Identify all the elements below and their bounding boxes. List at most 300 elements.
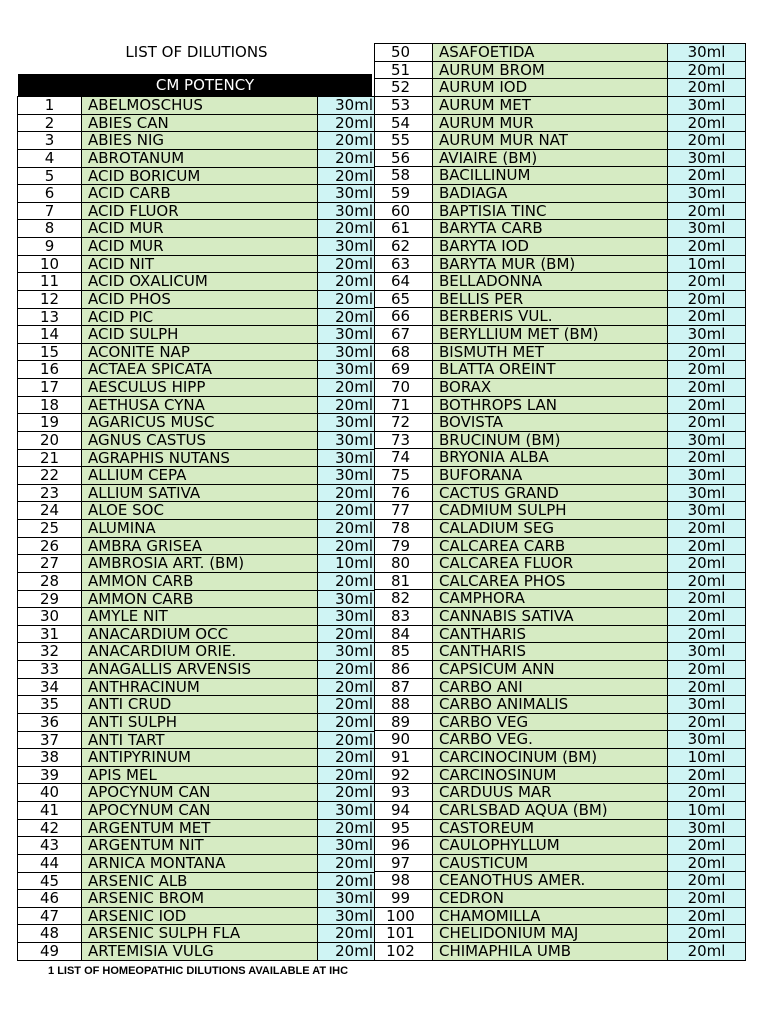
table-row xyxy=(18,538,375,556)
row-number: 43 xyxy=(18,837,82,854)
dilution-volume: 30ml xyxy=(668,502,746,519)
dilution-name: BERYLLIUM MET (BM) xyxy=(433,326,668,343)
row-number: 24 xyxy=(18,502,82,519)
dilution-name: ACID FLUOR xyxy=(82,203,318,220)
row-number: 73 xyxy=(375,432,433,449)
dilution-name: AGARICUS MUSC xyxy=(82,414,318,431)
dilution-volume: 30ml xyxy=(668,432,746,449)
dilution-name: CARDUUS MAR xyxy=(433,784,668,801)
table-row xyxy=(375,626,746,644)
table-row xyxy=(375,115,746,133)
dilution-volume: 10ml xyxy=(318,555,375,572)
table-row xyxy=(18,714,375,732)
dilution-name: CASTOREUM xyxy=(433,820,668,837)
dilution-volume: 20ml xyxy=(318,397,375,414)
row-number: 13 xyxy=(18,309,82,326)
dilution-name: CARBO VEG. xyxy=(433,731,668,748)
dilution-volume: 30ml xyxy=(318,591,375,608)
dilution-name: ANAGALLIS ARVENSIS xyxy=(82,661,318,678)
row-number: 85 xyxy=(375,643,433,660)
row-number: 101 xyxy=(375,925,433,942)
dilution-name: AURUM MET xyxy=(433,97,668,114)
row-number: 41 xyxy=(18,802,82,819)
dilution-volume: 20ml xyxy=(668,397,746,414)
dilution-name: CEANOTHUS AMER. xyxy=(433,872,668,889)
dilution-volume: 30ml xyxy=(318,467,375,484)
table-row xyxy=(18,185,375,203)
dilution-volume: 30ml xyxy=(668,220,746,237)
table-row xyxy=(375,414,746,432)
dilution-name: BOTHROPS LAN xyxy=(433,397,668,414)
table-row xyxy=(375,696,746,714)
table-row xyxy=(18,520,375,538)
row-number: 48 xyxy=(18,925,82,942)
table-row xyxy=(375,326,746,344)
row-number: 76 xyxy=(375,485,433,502)
row-number: 99 xyxy=(375,890,433,907)
table-row xyxy=(375,97,746,115)
row-number: 50 xyxy=(375,44,433,61)
table-row xyxy=(375,837,746,855)
dilution-volume: 20ml xyxy=(318,732,375,749)
row-number: 83 xyxy=(375,608,433,625)
dilution-volume: 20ml xyxy=(318,291,375,308)
table-row xyxy=(375,784,746,802)
row-number: 49 xyxy=(18,943,82,960)
dilution-name: ANTHRACINUM xyxy=(82,679,318,696)
dilution-name: BACILLINUM xyxy=(433,167,668,184)
row-number: 93 xyxy=(375,784,433,801)
dilution-name: AURUM BROM xyxy=(433,62,668,79)
dilution-name: CARCINOCINUM (BM) xyxy=(433,749,668,766)
row-number: 100 xyxy=(375,908,433,925)
dilution-volume: 30ml xyxy=(318,890,375,907)
row-number: 90 xyxy=(375,731,433,748)
table-row xyxy=(18,168,375,186)
row-number: 44 xyxy=(18,855,82,872)
dilution-name: CAMPHORA xyxy=(433,590,668,607)
dilution-volume: 20ml xyxy=(668,872,746,889)
dilution-name: ACONITE NAP xyxy=(82,344,318,361)
dilution-volume: 20ml xyxy=(668,767,746,784)
table-row xyxy=(375,185,746,203)
row-number: 65 xyxy=(375,291,433,308)
row-number: 46 xyxy=(18,890,82,907)
row-number: 84 xyxy=(375,626,433,643)
table-row xyxy=(375,731,746,749)
dilution-name: ACID BORICUM xyxy=(82,168,318,185)
dilution-name: CALCAREA FLUOR xyxy=(433,555,668,572)
table-row xyxy=(375,485,746,503)
dilution-name: BAPTISIA TINC xyxy=(433,203,668,220)
table-row xyxy=(375,132,746,150)
row-number: 98 xyxy=(375,872,433,889)
dilution-volume: 30ml xyxy=(318,326,375,343)
dilution-name: BRYONIA ALBA xyxy=(433,449,668,466)
dilution-volume: 10ml xyxy=(668,749,746,766)
table-row xyxy=(375,344,746,362)
dilution-volume: 20ml xyxy=(668,538,746,555)
row-number: 31 xyxy=(18,626,82,643)
dilution-name: ALOE SOC xyxy=(82,502,318,519)
table-row xyxy=(18,696,375,714)
dilution-volume: 20ml xyxy=(668,203,746,220)
table-row xyxy=(375,749,746,767)
dilution-volume: 20ml xyxy=(318,168,375,185)
row-number: 26 xyxy=(18,538,82,555)
row-number: 29 xyxy=(18,591,82,608)
dilution-name: ACID MUR xyxy=(82,238,318,255)
table-row xyxy=(18,555,375,573)
dilution-name: CANTHARIS xyxy=(433,626,668,643)
dilution-volume: 20ml xyxy=(668,115,746,132)
table-row xyxy=(18,115,375,133)
dilution-volume: 20ml xyxy=(318,661,375,678)
table-row xyxy=(375,520,746,538)
row-number: 33 xyxy=(18,661,82,678)
table-row xyxy=(18,450,375,468)
dilution-name: BERBERIS VUL. xyxy=(433,308,668,325)
dilution-name: ABROTANUM xyxy=(82,150,318,167)
table-row xyxy=(18,855,375,873)
row-number: 81 xyxy=(375,573,433,590)
table-row xyxy=(375,150,746,168)
dilution-name: ALLIUM SATIVA xyxy=(82,485,318,502)
dilution-volume: 20ml xyxy=(668,62,746,79)
dilution-name: BLATTA OREINT xyxy=(433,361,668,378)
row-number: 4 xyxy=(18,150,82,167)
row-number: 3 xyxy=(18,132,82,149)
row-number: 38 xyxy=(18,749,82,766)
table-row xyxy=(375,925,746,943)
row-number: 53 xyxy=(375,97,433,114)
dilution-volume: 20ml xyxy=(668,449,746,466)
dilution-volume: 30ml xyxy=(668,97,746,114)
dilution-volume: 20ml xyxy=(668,167,746,184)
dilutions-table-left xyxy=(17,96,375,961)
dilution-name: BRUCINUM (BM) xyxy=(433,432,668,449)
dilution-name: ACID CARB xyxy=(82,185,318,202)
dilution-volume: 30ml xyxy=(668,820,746,837)
dilution-name: ACID PIC xyxy=(82,309,318,326)
dilution-volume: 20ml xyxy=(318,714,375,731)
dilution-volume: 20ml xyxy=(668,925,746,942)
row-number: 30 xyxy=(18,608,82,625)
dilution-name: ARSENIC IOD xyxy=(82,908,318,925)
row-number: 59 xyxy=(375,185,433,202)
dilution-volume: 20ml xyxy=(318,485,375,502)
dilution-name: ACID SULPH xyxy=(82,326,318,343)
dilution-name: APOCYNUM CAN xyxy=(82,784,318,801)
dilution-volume: 30ml xyxy=(668,696,746,713)
row-number: 89 xyxy=(375,714,433,731)
row-number: 37 xyxy=(18,732,82,749)
dilution-volume: 20ml xyxy=(668,661,746,678)
dilution-name: ARGENTUM NIT xyxy=(82,837,318,854)
dilution-name: CALCAREA CARB xyxy=(433,538,668,555)
dilution-volume: 20ml xyxy=(668,626,746,643)
dilution-volume: 20ml xyxy=(318,679,375,696)
row-number: 69 xyxy=(375,361,433,378)
dilution-name: CHAMOMILLA xyxy=(433,908,668,925)
dilution-name: CEDRON xyxy=(433,890,668,907)
table-row xyxy=(375,767,746,785)
dilution-name: BARYTA CARB xyxy=(433,220,668,237)
dilution-volume: 20ml xyxy=(668,890,746,907)
dilution-name: ABIES CAN xyxy=(82,115,318,132)
row-number: 40 xyxy=(18,784,82,801)
table-row xyxy=(375,820,746,838)
dilution-name: ACID NIT xyxy=(82,256,318,273)
dilution-name: CALCAREA PHOS xyxy=(433,573,668,590)
dilution-volume: 20ml xyxy=(668,344,746,361)
table-row xyxy=(375,308,746,326)
row-number: 80 xyxy=(375,555,433,572)
row-number: 51 xyxy=(375,62,433,79)
row-number: 52 xyxy=(375,79,433,96)
table-row xyxy=(375,62,746,80)
row-number: 64 xyxy=(375,273,433,290)
row-number: 55 xyxy=(375,132,433,149)
table-row xyxy=(375,608,746,626)
dilution-name: ANTI TART xyxy=(82,732,318,749)
dilution-volume: 20ml xyxy=(318,256,375,273)
dilution-name: CADMIUM SULPH xyxy=(433,502,668,519)
dilution-name: AGRAPHIS NUTANS xyxy=(82,450,318,467)
dilution-name: ANACARDIUM ORIE. xyxy=(82,643,318,660)
table-row xyxy=(18,767,375,785)
row-number: 86 xyxy=(375,661,433,678)
dilution-volume: 20ml xyxy=(668,520,746,537)
table-row xyxy=(18,132,375,150)
table-row xyxy=(18,573,375,591)
dilution-volume: 20ml xyxy=(668,79,746,96)
dilution-volume: 30ml xyxy=(318,97,375,114)
row-number: 22 xyxy=(18,467,82,484)
dilution-volume: 30ml xyxy=(318,908,375,925)
dilution-name: BARYTA IOD xyxy=(433,238,668,255)
dilution-name: CHIMAPHILA UMB xyxy=(433,943,668,960)
dilution-name: ANTIPYRINUM xyxy=(82,749,318,766)
dilution-name: AMBROSIA ART. (BM) xyxy=(82,555,318,572)
row-number: 36 xyxy=(18,714,82,731)
dilution-volume: 20ml xyxy=(668,837,746,854)
row-number: 6 xyxy=(18,185,82,202)
dilution-volume: 20ml xyxy=(318,379,375,396)
table-row xyxy=(18,326,375,344)
table-row xyxy=(18,97,375,115)
table-row xyxy=(18,273,375,291)
table-row xyxy=(375,555,746,573)
row-number: 94 xyxy=(375,802,433,819)
table-row xyxy=(18,626,375,644)
table-row xyxy=(375,361,746,379)
row-number: 61 xyxy=(375,220,433,237)
table-row xyxy=(18,591,375,609)
row-number: 92 xyxy=(375,767,433,784)
table-row xyxy=(18,502,375,520)
dilution-name: BORAX xyxy=(433,379,668,396)
dilution-name: AVIAIRE (BM) xyxy=(433,150,668,167)
row-number: 27 xyxy=(18,555,82,572)
dilution-name: ACID OXALICUM xyxy=(82,273,318,290)
row-number: 14 xyxy=(18,326,82,343)
dilution-volume: 20ml xyxy=(318,132,375,149)
table-row xyxy=(375,590,746,608)
dilution-name: CAULOPHYLLUM xyxy=(433,837,668,854)
dilution-volume: 30ml xyxy=(668,326,746,343)
dilution-volume: 30ml xyxy=(318,837,375,854)
dilution-volume: 30ml xyxy=(318,643,375,660)
table-row xyxy=(375,714,746,732)
table-row xyxy=(18,908,375,926)
table-row xyxy=(18,732,375,750)
row-number: 45 xyxy=(18,873,82,890)
row-number: 10 xyxy=(18,256,82,273)
table-row xyxy=(18,485,375,503)
table-row xyxy=(375,256,746,274)
table-row xyxy=(18,643,375,661)
table-row xyxy=(375,943,746,961)
dilution-name: ALLIUM CEPA xyxy=(82,467,318,484)
table-row xyxy=(18,150,375,168)
dilution-volume: 20ml xyxy=(668,784,746,801)
table-row xyxy=(375,643,746,661)
row-number: 78 xyxy=(375,520,433,537)
row-number: 79 xyxy=(375,538,433,555)
table-row xyxy=(375,44,746,62)
dilution-volume: 20ml xyxy=(668,714,746,731)
dilution-volume: 30ml xyxy=(318,802,375,819)
dilution-name: ANACARDIUM OCC xyxy=(82,626,318,643)
row-number: 19 xyxy=(18,414,82,431)
dilution-name: CARBO ANI xyxy=(433,679,668,696)
dilution-volume: 20ml xyxy=(318,873,375,890)
dilution-name: ACID PHOS xyxy=(82,291,318,308)
dilution-name: AURUM MUR NAT xyxy=(433,132,668,149)
row-number: 74 xyxy=(375,449,433,466)
dilution-name: BOVISTA xyxy=(433,414,668,431)
table-row xyxy=(18,661,375,679)
dilution-volume: 30ml xyxy=(668,731,746,748)
table-row xyxy=(375,890,746,908)
dilution-name: AMBRA GRISEA xyxy=(82,538,318,555)
dilution-volume: 20ml xyxy=(318,115,375,132)
dilution-name: ACID MUR xyxy=(82,220,318,237)
dilution-volume: 20ml xyxy=(318,502,375,519)
dilution-volume: 30ml xyxy=(668,485,746,502)
row-number: 34 xyxy=(18,679,82,696)
dilution-volume: 20ml xyxy=(318,696,375,713)
row-number: 17 xyxy=(18,379,82,396)
row-number: 58 xyxy=(375,167,433,184)
dilution-volume: 30ml xyxy=(318,238,375,255)
dilution-volume: 20ml xyxy=(668,855,746,872)
table-row xyxy=(18,203,375,221)
row-number: 68 xyxy=(375,344,433,361)
row-number: 28 xyxy=(18,573,82,590)
dilution-name: CARCINOSINUM xyxy=(433,767,668,784)
dilution-volume: 10ml xyxy=(668,256,746,273)
dilution-volume: 10ml xyxy=(668,802,746,819)
row-number: 60 xyxy=(375,203,433,220)
row-number: 32 xyxy=(18,643,82,660)
dilution-name: ARSENIC SULPH FLA xyxy=(82,925,318,942)
dilution-volume: 30ml xyxy=(318,203,375,220)
table-row xyxy=(18,361,375,379)
table-row xyxy=(18,679,375,697)
dilution-volume: 20ml xyxy=(318,943,375,960)
dilution-name: AESCULUS HIPP xyxy=(82,379,318,396)
dilution-volume: 20ml xyxy=(668,291,746,308)
dilution-volume: 20ml xyxy=(668,132,746,149)
dilution-volume: 20ml xyxy=(668,555,746,572)
dilution-name: CARBO ANIMALIS xyxy=(433,696,668,713)
dilution-volume: 20ml xyxy=(668,414,746,431)
dilution-name: CANNABIS SATIVA xyxy=(433,608,668,625)
dilution-volume: 20ml xyxy=(318,855,375,872)
table-row xyxy=(375,79,746,97)
table-row xyxy=(375,273,746,291)
table-row xyxy=(18,802,375,820)
dilution-volume: 30ml xyxy=(318,361,375,378)
row-number: 54 xyxy=(375,115,433,132)
dilution-name: ACTAEA SPICATA xyxy=(82,361,318,378)
row-number: 11 xyxy=(18,273,82,290)
table-row xyxy=(375,397,746,415)
dilution-name: ARSENIC BROM xyxy=(82,890,318,907)
dilution-volume: 20ml xyxy=(318,767,375,784)
row-number: 21 xyxy=(18,450,82,467)
dilution-volume: 20ml xyxy=(318,626,375,643)
dilution-volume: 20ml xyxy=(318,309,375,326)
row-number: 71 xyxy=(375,397,433,414)
row-number: 39 xyxy=(18,767,82,784)
table-row xyxy=(375,379,746,397)
dilution-volume: 30ml xyxy=(318,450,375,467)
dilution-name: ASAFOETIDA xyxy=(433,44,668,61)
table-row xyxy=(18,820,375,838)
row-number: 82 xyxy=(375,590,433,607)
dilution-volume: 20ml xyxy=(318,573,375,590)
row-number: 7 xyxy=(18,203,82,220)
dilution-name: BADIAGA xyxy=(433,185,668,202)
table-row xyxy=(375,432,746,450)
row-number: 2 xyxy=(18,115,82,132)
table-row xyxy=(18,344,375,362)
dilution-name: BELLADONNA xyxy=(433,273,668,290)
table-row xyxy=(18,925,375,943)
dilution-name: AURUM MUR xyxy=(433,115,668,132)
dilution-name: ANTI SULPH xyxy=(82,714,318,731)
dilution-name: ANTI CRUD xyxy=(82,696,318,713)
row-number: 70 xyxy=(375,379,433,396)
dilution-name: AMMON CARB xyxy=(82,573,318,590)
dilution-volume: 20ml xyxy=(668,361,746,378)
table-row xyxy=(375,220,746,238)
table-row xyxy=(18,890,375,908)
dilution-volume: 20ml xyxy=(318,520,375,537)
row-number: 72 xyxy=(375,414,433,431)
row-number: 18 xyxy=(18,397,82,414)
dilution-name: CANTHARIS xyxy=(433,643,668,660)
dilution-volume: 20ml xyxy=(668,308,746,325)
table-row xyxy=(375,291,746,309)
table-row xyxy=(18,784,375,802)
row-number: 5 xyxy=(18,168,82,185)
table-row xyxy=(18,467,375,485)
row-number: 47 xyxy=(18,908,82,925)
